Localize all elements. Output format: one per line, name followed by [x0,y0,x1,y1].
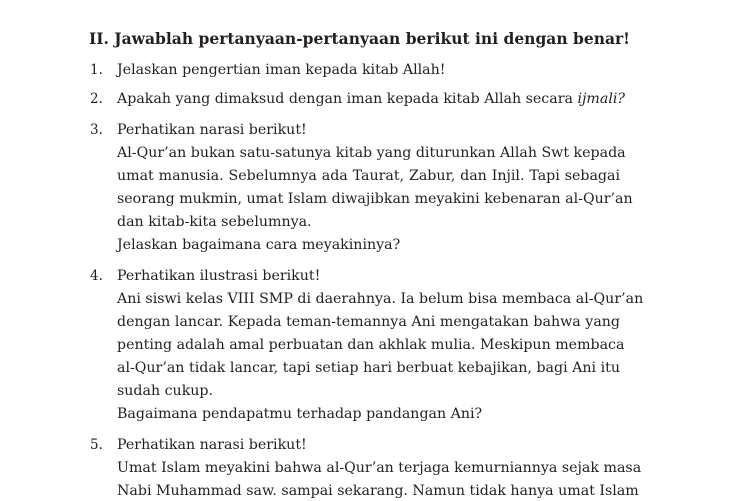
illustration-line: penting adalah amal perbuatan dan akhlak mulia. Meskipun membaca [117,337,625,353]
question-number: 4. [90,268,103,284]
question-text-italic: ijmali? [577,91,625,107]
narrative-line: Umat Islam meyakini bahwa al-Qur’an terjaga kemurniannya sejak masa [117,460,642,476]
question-prompt: Bagaimana pendapatmu terhadap pandangan Ani? [117,406,483,422]
illustration-line: al-Qur’an tidak lancar, tapi setiap hari berbuat kebajikan, bagi Ani itu [117,360,620,376]
question-prompt: Jelaskan bagaimana cara meyakininya? [117,237,401,253]
question-number: 2. [90,91,103,107]
question-number: 5. [90,437,103,453]
narrative-line: Nabi Muhammad saw. sampai sekarang. Namun tidak hanya umat Islam [117,483,639,499]
illustration-line: sudah cukup. [117,383,214,399]
question-text-plain: Apakah yang dimaksud dengan iman kepada kitab Allah secara [117,91,578,107]
question-intro: Perhatikan ilustrasi berikut! [117,268,321,284]
narrative-line: seorang mukmin, umat Islam diwajibkan meyakini kebenaran al-Qur’an [117,191,633,207]
illustration-line: dengan lancar. Kepada teman-temannya Ani mengatakan bahwa yang [117,314,620,330]
narrative-line: Al-Qur’an bukan satu-satunya kitab yang diturunkan Allah Swt kepada [117,145,626,161]
narrative-line: umat manusia. Sebelumnya ada Taurat, Zabur, dan Injil. Tapi sebagai [117,168,620,184]
question-intro: Perhatikan narasi berikut! [117,437,307,453]
question-number: 3. [90,122,103,138]
illustration-line: Ani siswi kelas VIII SMP di daerahnya. Ia belum bisa membaca al-Qur’an [117,291,644,307]
narrative-line: dan kitab-kita sebelumnya. [117,214,312,230]
question-intro: Perhatikan narasi berikut! [117,122,307,138]
section-heading: II. Jawablah pertanyaan-pertanyaan berikut ini dengan benar! [89,29,630,48]
question-number: 1. [90,62,103,78]
question-text: Jelaskan pengertian iman kepada kitab Allah! [117,62,446,78]
question-text [117,89,625,109]
